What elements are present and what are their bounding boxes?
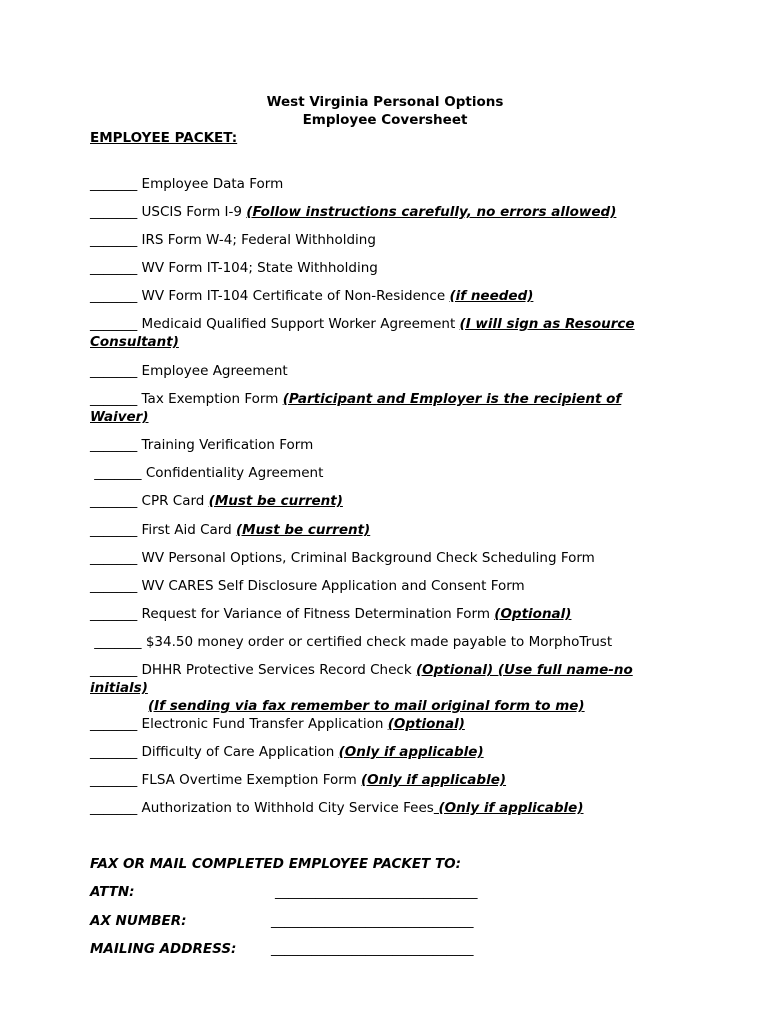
item-note: (if needed) xyxy=(449,288,534,304)
document-title: West Virginia Personal Options xyxy=(266,94,504,110)
footer-heading: FAX OR MAIL COMPLETED EMPLOYEE PACKET TO: xyxy=(90,856,462,872)
checklist-item xyxy=(90,362,670,380)
checklist-item xyxy=(90,492,670,510)
checklist-item xyxy=(90,231,670,249)
fax-number-blank: ______________________________ xyxy=(271,913,474,929)
item-note: (Only if applicable) xyxy=(338,744,484,760)
checklist-item xyxy=(90,633,670,651)
checklist-item xyxy=(90,743,670,761)
item-label: First Aid Card xyxy=(137,522,236,538)
checklist-item xyxy=(90,390,670,426)
item-label: Electronic Fund Transfer Application xyxy=(137,716,388,732)
checklist-item xyxy=(90,464,670,482)
item-label: USCIS Form I-9 xyxy=(137,204,247,220)
checklist-item xyxy=(90,605,670,623)
item-label: Medicaid Qualified Support Worker Agreement xyxy=(137,316,460,332)
item-label: DHHR Protective Services Record Check xyxy=(137,662,416,678)
checklist-item xyxy=(90,259,670,277)
check-blank: _______ xyxy=(90,391,138,407)
item-label: WV CARES Self Disclosure Application and Consent Form xyxy=(137,578,525,594)
checklist-item xyxy=(90,521,670,539)
item-label: WV Form IT-104 Certificate of Non-Residence xyxy=(137,288,450,304)
check-blank: _______ xyxy=(90,493,138,509)
check-blank: _______ xyxy=(90,288,138,304)
item-label: Employee Agreement xyxy=(137,363,288,379)
check-blank: _______ xyxy=(90,716,138,732)
document-subtitle: Employee Coversheet xyxy=(302,112,468,128)
item-label: Authorization to Withhold City Service Fees xyxy=(137,800,434,816)
item-label: WV Form IT-104; State Withholding xyxy=(137,260,378,276)
item-label: Difficulty of Care Application xyxy=(137,744,339,760)
check-blank: _______ xyxy=(90,232,138,248)
check-blank: _______ xyxy=(90,522,138,538)
item-note: (Follow instructions carefully, no errors allowed) xyxy=(246,204,617,220)
checklist-item xyxy=(90,577,670,595)
check-blank: _______ xyxy=(90,176,138,192)
item-label: Employee Data Form xyxy=(137,176,284,192)
attn-blank: ______________________________ xyxy=(275,884,478,900)
check-blank: _______ xyxy=(90,578,138,594)
check-blank: _______ xyxy=(90,606,138,622)
checklist-item xyxy=(90,771,670,789)
item-label: Tax Exemption Form xyxy=(137,391,283,407)
check-blank: _______ xyxy=(90,634,142,650)
checklist-item xyxy=(90,715,670,733)
item-note: (If sending via fax remember to mail original form to me) xyxy=(148,698,585,714)
item-note: (Participant and Employer is the recipient of Waiver) xyxy=(90,391,622,425)
check-blank: _______ xyxy=(90,260,138,276)
item-note: (Only if applicable) xyxy=(433,800,584,816)
item-label: Confidentiality Agreement xyxy=(141,465,324,481)
item-label: CPR Card xyxy=(137,493,209,509)
checklist-item xyxy=(90,203,670,221)
item-label: Request for Variance of Fitness Determination Form xyxy=(137,606,495,622)
checklist-item xyxy=(90,315,670,351)
checklist-item xyxy=(90,799,670,817)
attn-label: ATTN: xyxy=(90,884,135,900)
checklist-item xyxy=(90,661,670,697)
check-blank: _______ xyxy=(90,550,138,566)
check-blank: _______ xyxy=(90,316,138,332)
item-note: (Must be current) xyxy=(235,522,371,538)
item-label: Training Verification Form xyxy=(137,437,314,453)
item-label: IRS Form W-4; Federal Withholding xyxy=(137,232,376,248)
item-note: (Must be current) xyxy=(208,493,343,509)
check-blank: _______ xyxy=(90,204,138,220)
item-note: (Optional) (Use full name-no initials) xyxy=(90,662,633,696)
item-note: (Optional) xyxy=(387,716,465,732)
item-note: (Optional) xyxy=(494,606,572,622)
checklist-item xyxy=(90,436,670,454)
fax-reminder-note xyxy=(148,697,728,715)
checklist-item xyxy=(90,287,670,305)
item-label: $34.50 money order or certified check made payable to MorphoTrust xyxy=(141,634,613,650)
item-label: WV Personal Options, Criminal Background Check Scheduling Form xyxy=(137,550,595,566)
item-note: (I will sign as Resource Consultant) xyxy=(90,316,635,350)
item-label: FLSA Overtime Exemption Form xyxy=(137,772,362,788)
mailing-address-label: MAILING ADDRESS: xyxy=(90,941,237,957)
check-blank: _______ xyxy=(90,772,138,788)
checklist-item xyxy=(90,549,670,567)
check-blank: _______ xyxy=(90,465,142,481)
fax-number-label: AX NUMBER: xyxy=(90,913,187,929)
check-blank: _______ xyxy=(90,363,138,379)
check-blank: _______ xyxy=(90,437,138,453)
check-blank: _______ xyxy=(90,744,138,760)
item-note: (Only if applicable) xyxy=(361,772,507,788)
checklist-item xyxy=(90,175,670,193)
mailing-address-blank: ______________________________ xyxy=(271,941,474,957)
check-blank: _______ xyxy=(90,662,138,678)
check-blank: _______ xyxy=(90,800,138,816)
section-heading: EMPLOYEE PACKET: xyxy=(90,130,238,146)
